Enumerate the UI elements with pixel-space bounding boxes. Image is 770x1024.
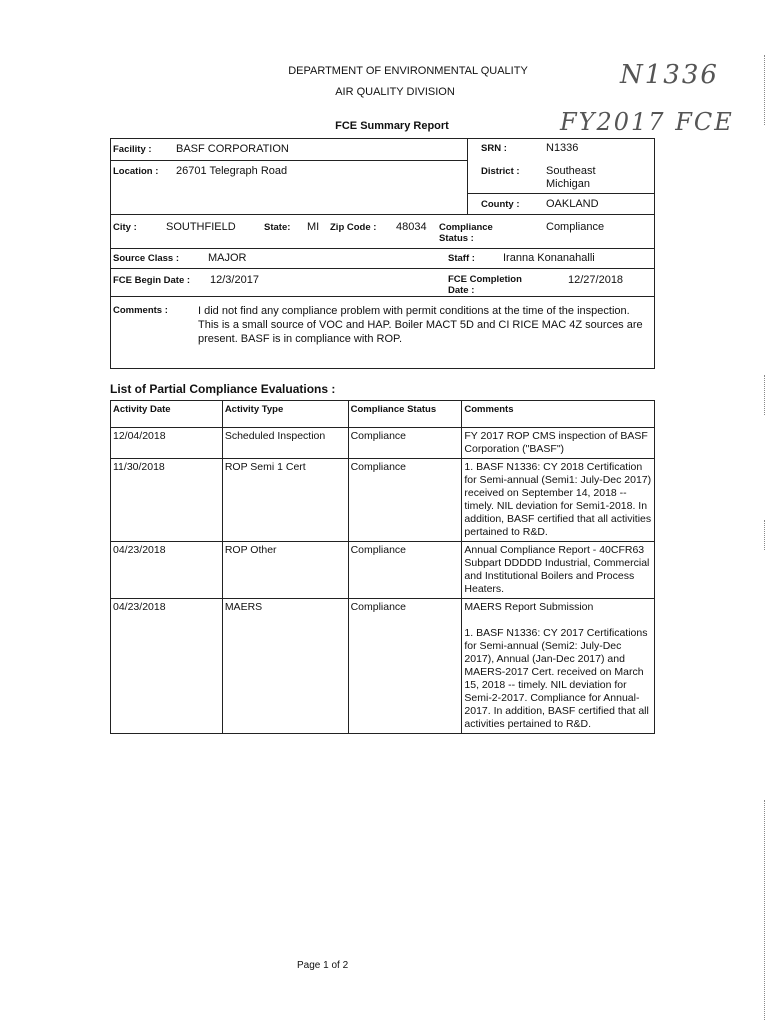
table-row <box>111 428 655 459</box>
county-label: County : <box>481 199 520 210</box>
fce-begin-value: 12/3/2017 <box>210 274 259 286</box>
srn-value: N1336 <box>546 142 579 154</box>
handwritten-fce-note: FY2017 FCE <box>560 108 734 136</box>
activity-comments: Annual Compliance Report - 40CFR63 Subpart DDDDD Industrial, Commercial and Institutional Boilers and Process Heaters. <box>462 542 655 599</box>
comments-label: Comments : <box>113 305 168 316</box>
page-number: Page 1 of 2 <box>297 960 349 971</box>
district-label: District : <box>481 166 520 177</box>
activity-comments: MAERS Report Submission 1. BASF N1336: CY 2017 Certifications for Semi-annual (Semi2: July-Dec 2017), Annual (Jan-Dec 2017) and MAERS-2017 Cert. received on March 15, 2018 -- timely. NIL deviation for Semi-2-2017. Compliance for Annual-2017. In addition, BASF certified that all activities pertained to R&D. <box>462 599 655 734</box>
county-value: OAKLAND <box>546 198 599 210</box>
table-row <box>111 459 655 542</box>
fce-completion-value: 12/27/2018 <box>568 274 624 286</box>
division-title: AIR QUALITY DIVISION <box>335 86 455 98</box>
handwritten-srn: N1336 <box>620 60 719 90</box>
activity-type: ROP Other <box>222 542 348 599</box>
facility-value: BASF CORPORATION <box>176 143 289 155</box>
activity-date: 11/30/2018 <box>111 459 223 542</box>
fce-completion-label: FCE Completion Date : <box>448 274 522 296</box>
source-class-value: MAJOR <box>208 252 247 264</box>
activity-comments: 1. BASF N1336: CY 2018 Certification for Semi-annual (Semi1: July-Dec 2017) received on September 14, 2018 -- timely. NIL deviation for Semi1-2018. In addition, BASF certified that all activities pertained to R&D. <box>462 459 655 542</box>
scan-edge-mark <box>764 800 766 1020</box>
location-label: Location : <box>113 166 159 177</box>
source-class-label: Source Class : <box>113 253 179 264</box>
pce-section-title: List of Partial Compliance Evaluations : <box>110 382 336 396</box>
col-compliance-status: Compliance Status <box>348 401 462 428</box>
activity-type: MAERS <box>222 599 348 734</box>
staff-value: Iranna Konanahalli <box>503 252 595 264</box>
col-comments: Comments <box>462 401 655 428</box>
staff-label: Staff : <box>448 253 475 264</box>
city-value: SOUTHFIELD <box>166 221 236 233</box>
compliance-status: Compliance <box>348 599 462 734</box>
table-row <box>111 542 655 599</box>
activity-date: 04/23/2018 <box>111 542 223 599</box>
activity-date: 12/04/2018 <box>111 428 223 459</box>
department-title: DEPARTMENT OF ENVIRONMENTAL QUALITY <box>288 65 528 77</box>
compliance-status-value: Compliance <box>546 221 605 233</box>
col-activity-date: Activity Date <box>111 401 223 428</box>
compliance-status-label: Compliance Status : <box>439 222 493 244</box>
srn-label: SRN : <box>481 143 507 154</box>
scan-edge-mark <box>764 55 766 125</box>
comments-value: I did not find any compliance problem with permit conditions at the time of the inspection. This is a small source of VOC and HAP. Boiler MACT 5D and CI RICE MAC 4Z sources are present. BASF is in compliance with ROP. <box>198 305 643 345</box>
compliance-status: Compliance <box>348 428 462 459</box>
report-title: FCE Summary Report <box>335 120 449 132</box>
facility-label: Facility : <box>113 144 152 155</box>
state-label: State: <box>264 222 291 233</box>
activity-comments: FY 2017 ROP CMS inspection of BASF Corporation ("BASF") <box>462 428 655 459</box>
activity-date: 04/23/2018 <box>111 599 223 734</box>
zip-label: Zip Code : <box>330 222 377 233</box>
city-label: City : <box>113 222 137 233</box>
fce-begin-label: FCE Begin Date : <box>113 275 191 286</box>
col-activity-type: Activity Type <box>222 401 348 428</box>
compliance-status: Compliance <box>348 459 462 542</box>
location-value: 26701 Telegraph Road <box>176 165 288 177</box>
pce-table <box>110 400 655 734</box>
compliance-status: Compliance <box>348 542 462 599</box>
table-row <box>111 599 655 734</box>
state-value: MI <box>307 221 320 233</box>
zip-value: 48034 <box>396 221 427 233</box>
scan-edge-mark <box>764 375 766 415</box>
activity-type: ROP Semi 1 Cert <box>222 459 348 542</box>
district-value: Southeast Michigan <box>546 165 596 190</box>
pce-header-row <box>111 401 655 428</box>
scan-edge-mark <box>764 520 766 550</box>
activity-type: Scheduled Inspection <box>222 428 348 459</box>
